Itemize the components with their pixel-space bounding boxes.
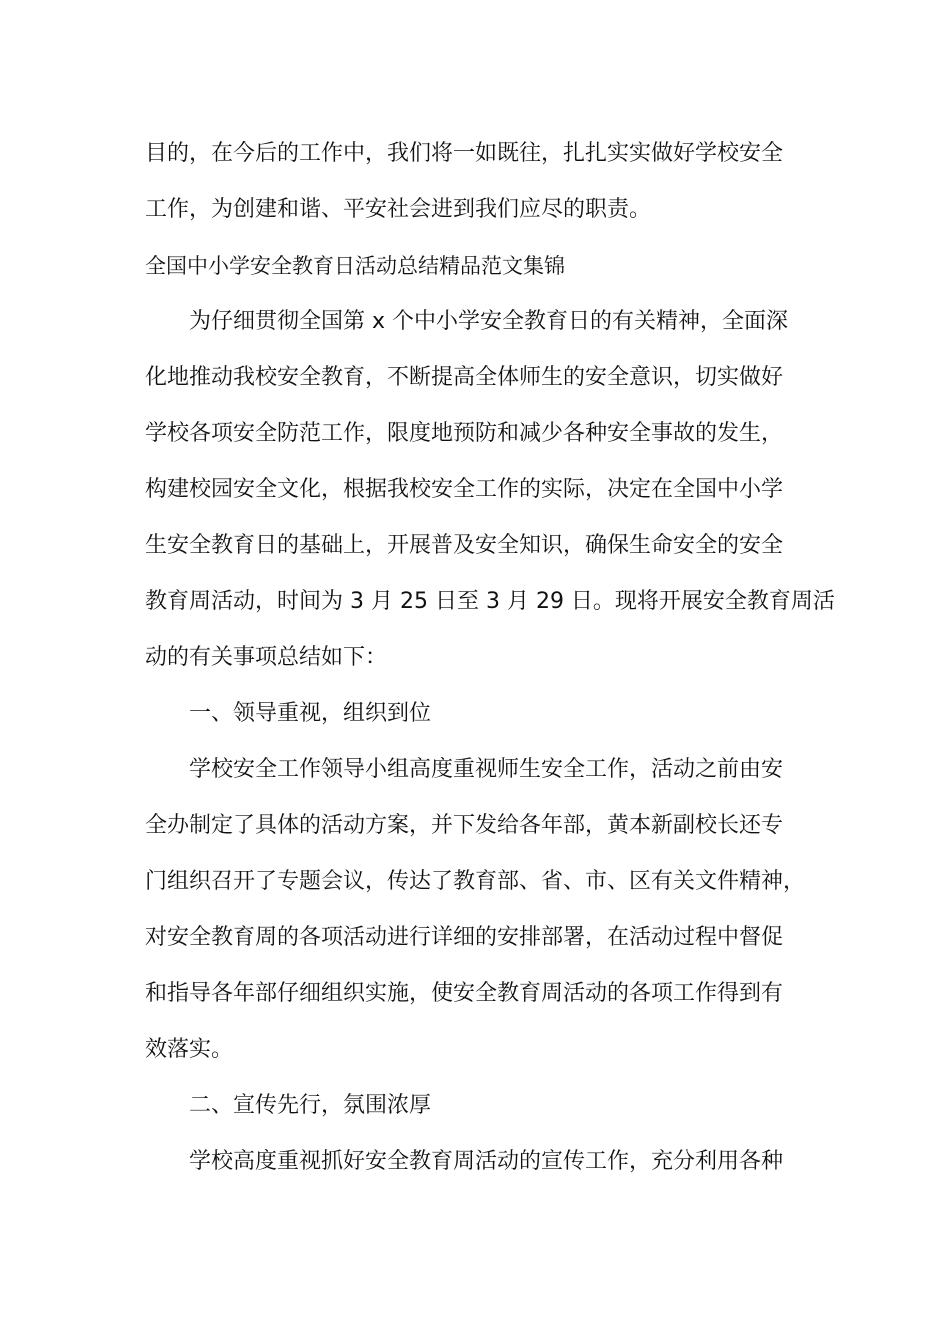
text-line-6: 学校各项安全防范工作，限度地预防和减少各种安全事故的发生， [145,421,784,446]
text-line-17: 效落实。 [145,1037,234,1062]
text-line-13: 全办制定了具体的活动方案，并下发给各年部，黄本新副校长还专 [145,813,784,838]
text-line-15: 对安全教育周的各项活动进行详细的安排部署，在活动过程中督促 [145,925,784,950]
document-body [145,126,835,1190]
paragraph-leadership-start: 学校安全工作领导小组高度重视师生安全工作，活动之前由安 [189,757,784,782]
text-line-1: 目的，在今后的工作中，我们将一如既往，扎扎实实做好学校安全 [145,141,784,166]
text-line-2: 工作，为创建和谐、平安社会进到我们应尽的职责。 [145,197,652,222]
heading-leadership: 一、领导重视，组织到位 [189,701,432,726]
heading-publicity: 二、宣传先行，氛围浓厚 [189,1093,432,1118]
paragraph-publicity-start: 学校高度重视抓好安全教育周活动的宣传工作，充分利用各种 [189,1149,784,1174]
text-line-14: 门组织召开了专题会议，传达了教育部、省、市、区有关文件精神， [145,869,806,894]
section-title: 全国中小学安全教育日活动总结精品范文集锦 [145,254,565,278]
text-line-16: 和指导各年部仔细组织实施，使安全教育周活动的各项工作得到有 [145,981,784,1006]
text-line-10: 动的有关事项总结如下： [145,645,388,670]
text-line-9: 教育周活动，时间为 3 月 25 日至 3 月 29 日。现将开展安全教育周活 [145,589,835,614]
text-line-7: 构建校园安全文化，根据我校安全工作的实际，决定在全国中小学 [145,477,784,502]
text-line-8: 生安全教育日的基础上，开展普及安全知识，确保生命安全的安全 [145,533,784,558]
paragraph-start: 为仔细贯彻全国第 x 个中小学安全教育日的有关精神，全面深 [189,309,789,334]
text-line-5: 化地推动我校安全教育，不断提高全体师生的安全意识，切实做好 [145,365,784,390]
